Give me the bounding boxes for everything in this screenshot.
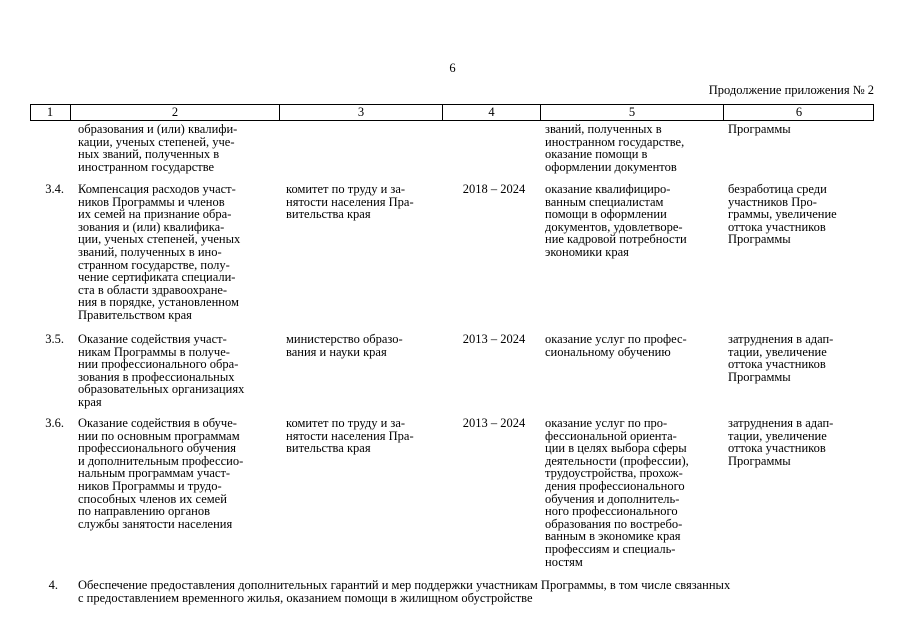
header-col-2: 2 xyxy=(70,105,279,120)
row-number: 3.4. xyxy=(45,182,64,196)
row-executor: комитет по труду и за- нятости населения Пра- вительства края xyxy=(286,182,414,222)
header-col-4: 4 xyxy=(442,105,540,120)
row-result: оказание услуг по профес- сиональному обучению xyxy=(545,332,687,359)
carry-col-5: званий, полученных в иностранном государстве, оказание помощи в оформлении документов xyxy=(545,122,685,174)
header-col-5: 5 xyxy=(540,105,723,120)
header-col-1: 1 xyxy=(46,105,54,119)
row-measure: Компенсация расходов участ- ников Программы и членов их семей на признание обра- зования и (или) квалифика- ции, ученых степеней, ученых званий, полученных в ино- странном государстве, полу- чение сертификата специали- ста в области здравоохране- ния в порядке, установленном Правительством края xyxy=(78,182,241,322)
row-executor: министерство образо- вания и науки края xyxy=(286,332,403,359)
row-period: 2018 – 2024 xyxy=(462,182,526,196)
header-col-3: 3 xyxy=(279,105,442,120)
row-number: 3.5. xyxy=(45,332,64,346)
row-result: оказание услуг по про- фессиональной ориента- ции в целях выбора сферы деятельности (профессии), трудоустройства, прохож- дения профессионального обучения и дополнитель- ного профессионального образования по востребо- ванным в экономике края профессиям и специаль- ностям xyxy=(545,416,689,569)
carry-col-6: Программы xyxy=(728,122,791,136)
carry-col-2: образования и (или) квалифи- кации, ученых степеней, уче- ных званий, полученных в иностранном государстве xyxy=(78,122,238,174)
row-risk: затруднения в адап- тации, увеличение оттока участников Программы xyxy=(728,416,834,468)
table-header-row xyxy=(30,104,874,121)
header-col-6: 6 xyxy=(723,105,874,120)
row-period: 2013 – 2024 xyxy=(462,332,526,346)
page-number: 6 xyxy=(449,61,456,75)
row-executor: комитет по труду и за- нятости населения Пра- вительства края xyxy=(286,416,414,456)
row-risk: безработица среди участников Про- граммы, увеличение оттока участников Программы xyxy=(728,182,837,247)
row-measure: Оказание содействия участ- никам Программы в получе- нии профессионального обра- зования в профессиональных образовательных организациях края xyxy=(78,332,245,409)
row-number: 3.6. xyxy=(45,416,64,430)
row-period: 2013 – 2024 xyxy=(462,416,526,430)
row-measure: Оказание содействия в обуче- нии по основным программам профессионального обучения и дополнительным профессио- нальным программам участ- ников Программы и трудо- способных членов их семей по направлению органов службы занятости населения xyxy=(78,416,244,531)
row-result: оказание квалифициро- ванным специалистам помощи в оформлении документов, удовлетворе- ние кадровой потребности экономики края xyxy=(545,182,687,259)
row-risk: затруднения в адап- тации, увеличение оттока участников Программы xyxy=(728,332,834,384)
continuation-label: Продолжение приложения № 2 xyxy=(708,83,874,97)
section-title: Обеспечение предоставления дополнительных гарантий и мер поддержки участникам Программы, в том числе связанных с предоставлением временного жилья, оказанием помощи в жилищном обустройстве xyxy=(78,578,731,605)
section-number: 4. xyxy=(48,578,58,592)
